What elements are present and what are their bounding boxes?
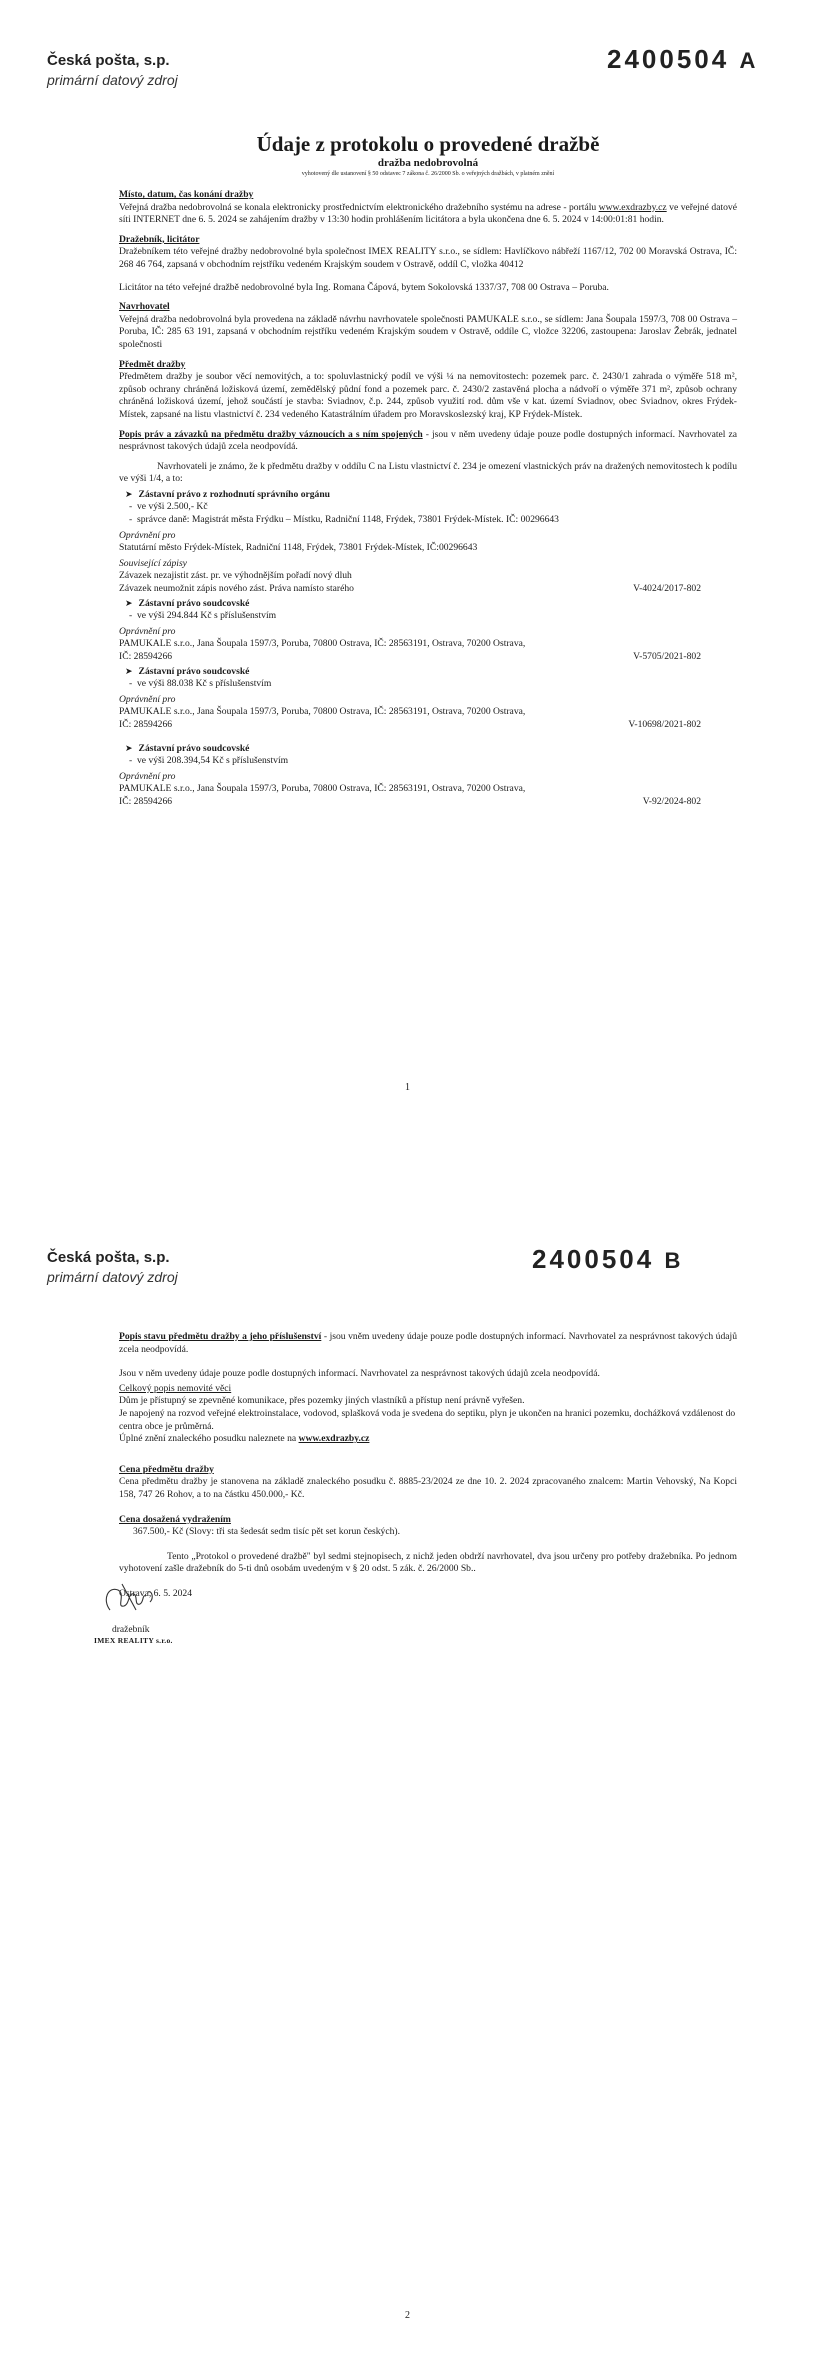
primarni-zdroj-label: primární datový zdroj	[47, 1269, 178, 1285]
encumbrance-3-ref-row	[119, 719, 737, 732]
section-text-misto: Veřejná dražba nedobrovolná se konala elektronicky prostřednictvím elektronického dražebního systému na adrese - portálu www.exdrazby.cz ve veřejné datové síti INTERNET dne 6. 5. 2024 se zahájením dražby v 13:30 hodin prohlášením licitátora a byla ukončena dne 6. 5. 2024 v 14:00:01:81 hodin.	[119, 201, 737, 226]
document-number	[532, 1244, 683, 1275]
encumbrance-3	[123, 665, 737, 691]
popis-line-3: Úplné znění znaleckého posudku naleznete na www.exdrazby.cz	[119, 1433, 370, 1445]
encumbrance-4-title: ➤ Zástavní právo soudcovské	[123, 742, 737, 756]
souvisejici-label: Související zápisy	[119, 557, 187, 569]
opravneni-label: Oprávnění pro	[119, 693, 176, 705]
encumbrance-1-opravneni: Statutární město Frýdek-Místek, Radniční 1148, Frýdek, 73801 Frýdek-Místek, IČ:00296643	[119, 542, 478, 554]
encumbrance-3-amount: - ve výši 88.038 Kč s příslušenstvím	[123, 678, 737, 691]
encumbrance-4-ic: IČ: 28594266	[119, 795, 173, 807]
encumbrance-2-ref-row	[119, 651, 737, 664]
section-text-prava-omezeni: Navrhovateli je známo, že k předmětu dražby v oddílu C na Listu vlastnictví č. 234 je omezení vlastnických práv na dražených nemovitostech k podílu ve výši 1/4, a to:	[119, 460, 737, 485]
encumbrance-3-title: ➤ Zástavní právo soudcovské	[123, 665, 737, 679]
opravneni-label: Oprávnění pro	[119, 625, 176, 637]
section-text-drazebnik: Dražebníkem této veřejné dražby nedobrovolné byla společnost IMEX REALITY s.r.o., se sídlem: Havlíčkovo nábřeží 1167/12, 702 00 Moravská Ostrava, IČ: 268 46 764, zapsaná v obchodním rejstříku vedeném Krajským soudem v Ostravě, oddíl C, vložka 40412	[119, 246, 737, 270]
encumbrance-2	[123, 597, 737, 623]
section-heading-cena: Cena předmětu dražby	[119, 1463, 214, 1475]
section-text-prava-intro: Popis práv a závazků na předmětu dražby váznoucích a s ním spojených - jsou v něm uvedeny údaje pouze podle dostupných informací. Navrhovatel za nesprávnost takových údajů zcela neodpovídá.	[119, 428, 737, 453]
section-text-predmet: Předmětem dražby je soubor věcí nemovitých, a to: spoluvlastnický podíl ve výši ¼ na nemovitostech: pozemek parc. č. 2430/1 zahrada o výměře 518 m², způsob ochrany chráněná ložisková území, zemědělský půdní fond a pozemek parc. č. 2430/2 zastavěná plocha a nádvoří o výměře 371 m², způsob ochrany chráněná ložisková území, jehož součástí je stavba: Sviadnov, č.p. 244, způsob využití rod. dům vše v kat. území Sviadnov, obec Sviadnov, okres Frýdek-Místek, zapsané na listu vlastnictví č. 234 vedeného Katastrálním úřadem pro Moravskoslezský kraj, KP Frýdek-Místek.	[119, 371, 737, 420]
encumbrance-4-opravneni: PAMUKALE s.r.o., Jana Šoupala 1597/3, Poruba, 70800 Ostrava, IČ: 28563191, Ostrava, 70200 Ostrava,	[119, 783, 526, 795]
souvisejici-zapis-2-row	[119, 583, 737, 596]
encumbrance-4-amount: - ve výši 208.394,54 Kč s příslušenstvím	[123, 755, 737, 768]
encumbrance-4-ref: V-92/2024-802	[642, 795, 701, 807]
page-number-1: 1	[405, 1082, 410, 1093]
encumbrance-2-amount: - ve výši 294.844 Kč s příslušenstvím	[123, 610, 737, 623]
section-heading-drazebnik: Dražebník, licitátor	[119, 233, 200, 245]
celkovy-popis-heading: Celkový popis nemovité věci	[119, 1382, 232, 1394]
page-title: Údaje z protokolu o provedené dražbě	[256, 132, 600, 156]
cena-dosazena-value: 367.500,- Kč (Slovy: tři sta šedesát sedm tisíc pět set korun českých).	[133, 1526, 400, 1538]
encumbrance-1-admin: - správce daně: Magistrát města Frýdku – Místku, Radniční 1148, Frýdek, 73801 Frýdek-Místek. IČ: 00296643	[123, 514, 737, 527]
section-text-licitator: Licitátor na této veřejné dražbě nedobrovolné byla Ing. Romana Čápová, bytem Sokolovská 1337/37, 708 00 Ostrava – Poruba.	[119, 281, 609, 293]
popis-line-1: Dům je přístupný se zpevněné komunikace, přes pozemky jiných vlastníků a přístup není právně vyřešen.	[119, 1395, 525, 1407]
encumbrance-2-title: ➤ Zástavní právo soudcovské	[123, 597, 737, 611]
section-heading-predmet: Předmět dražby	[119, 358, 186, 370]
encumbrance-4-ref-row	[119, 796, 737, 809]
section-heading-cena-dosazena: Cena dosažená vydražením	[119, 1513, 231, 1525]
section-text-cena: Cena předmětu dražby je stanovena na základě znaleckého posudku č. 8885-23/2024 ze dne 10. 2. 2024 zpracovaného znalcem: Martin Vehovský, Na Kopci 158, 747 26 Rohov, a to na částku 450.000,- Kč.	[119, 1476, 737, 1500]
document-date: Ostrava, 6. 5. 2024	[119, 1587, 193, 1599]
section-text-stav-intro: Popis stavu předmětu dražby a jeho příslušenství - jsou vněm uvedeny údaje pouze podle dostupných informací. Navrhovatel za nesprávnost takových údajů zcela neodpovídá.	[119, 1331, 737, 1355]
section-text-navrhovatel: Veřejná dražba nedobrovolná byla provedena na základě návrhu navrhovatele společnosti PAMUKALE s.r.o., se sídlem: Jana Šoupala 1597/3, 708 00 Ostrava – Poruba, IČ: 285 63 191, zapsaná v obchodním rejstříku vedeném Krajským soudem v Ostravě, oddíle C, vložce 32206, zastoupena: Jaroslav Žebrák, jednatel společnosti	[119, 313, 737, 350]
document-number-value: 2400504	[607, 44, 730, 74]
signature-company: IMEX REALITY s.r.o.	[94, 1636, 173, 1645]
document-number-suffix: B	[664, 1248, 684, 1273]
section-heading-misto: Místo, datum, čas konání dražby	[119, 189, 254, 200]
souvisejici-zapis-1: Závazek nezajistit zást. pr. ve výhodnějším pořadí nový dluh	[119, 570, 352, 582]
encumbrance-1-amount: - ve výši 2.500,- Kč	[123, 501, 737, 514]
legal-note: vyhotovený dle ustanovení § 50 odstavec 7 zákona č. 26/2000 Sb. o veřejných dražbách, v platném znění	[301, 171, 555, 177]
souvisejici-zapis-2: Závazek neumožnit zápis nového zást. Práva namísto starého	[119, 583, 354, 595]
signature-block	[88, 1580, 208, 1645]
section-heading-stav: Popis stavu předmětu dražby a jeho příslušenství	[119, 1331, 322, 1342]
page-2-content	[119, 1331, 737, 1608]
section-text-stejnopisy: Tento „Protokol o provedené dražbě" byl sedmi stejnopisech, z nichž jeden obdrží navrhovatel, dva jsou určeny pro potřeby dražebníka. Po jednom vyhotovení zašle dražebník do 5-ti dnů osobám uvedeným v § 20 odst. 5 zák. č. 26/2000 Sb..	[119, 1550, 737, 1575]
encumbrance-3-ref: V-10698/2021-802	[628, 718, 701, 730]
encumbrance-2-opravneni: PAMUKALE s.r.o., Jana Šoupala 1597/3, Poruba, 70800 Ostrava, IČ: 28563191, Ostrava, 70200 Ostrava,	[119, 638, 526, 650]
document-number	[607, 44, 758, 75]
page-1-content	[119, 132, 737, 809]
souvisejici-ref: V-4024/2017-802	[633, 583, 701, 595]
ceska-posta-label: Česká pošta, s.p.	[47, 1249, 170, 1266]
ceska-posta-label: Česká pošta, s.p.	[47, 52, 170, 69]
encumbrance-1	[123, 488, 737, 527]
exdrazby-link[interactable]: www.exdrazby.cz	[298, 1433, 370, 1445]
page-2	[0, 1179, 819, 2358]
section-heading-prava: Popis práv a závazků na předmětu dražby váznoucích a s ním spojených	[119, 428, 423, 440]
opravneni-label: Oprávnění pro	[119, 529, 176, 541]
encumbrance-3-ic: IČ: 28594266	[119, 718, 173, 730]
primarni-zdroj-label: primární datový zdroj	[47, 72, 178, 88]
signature-label: dražebník	[112, 1625, 150, 1635]
signature-scribble-icon	[88, 1580, 168, 1620]
exdrazby-link[interactable]: www.exdrazby.cz	[598, 201, 667, 213]
popis-line-2: Je napojený na rozvod veřejné elektroinstalace, vodovod, splašková voda je svedena do septiku, plyn je ukončen na hranici pozemku, dochážková vzdálenost do centra obce je průměrná.	[119, 1407, 736, 1432]
encumbrance-2-ref: V-5705/2021-802	[633, 651, 701, 662]
encumbrance-1-title: ➤ Zástavní právo z rozhodnutí správního orgánu	[123, 488, 737, 502]
document-number-value: 2400504	[532, 1244, 655, 1274]
document-number-suffix: A	[739, 48, 759, 73]
page-number-2: 2	[405, 2310, 410, 2321]
encumbrance-3-opravneni: PAMUKALE s.r.o., Jana Šoupala 1597/3, Poruba, 70800 Ostrava, IČ: 28563191, Ostrava, 70200 Ostrava,	[119, 706, 526, 718]
encumbrance-4	[123, 742, 737, 768]
section-heading-navrhovatel: Navrhovatel	[119, 301, 170, 313]
page-subtitle: dražba nedobrovolná	[377, 157, 479, 169]
section-text-stav-note: Jsou v něm uvedeny údaje pouze podle dostupných informací. Navrhovatel za nesprávnost takových údajů zcela neodpovídá.	[119, 1368, 600, 1380]
opravneni-label: Oprávnění pro	[119, 770, 176, 782]
encumbrance-2-ic: IČ: 28594266	[119, 651, 173, 662]
